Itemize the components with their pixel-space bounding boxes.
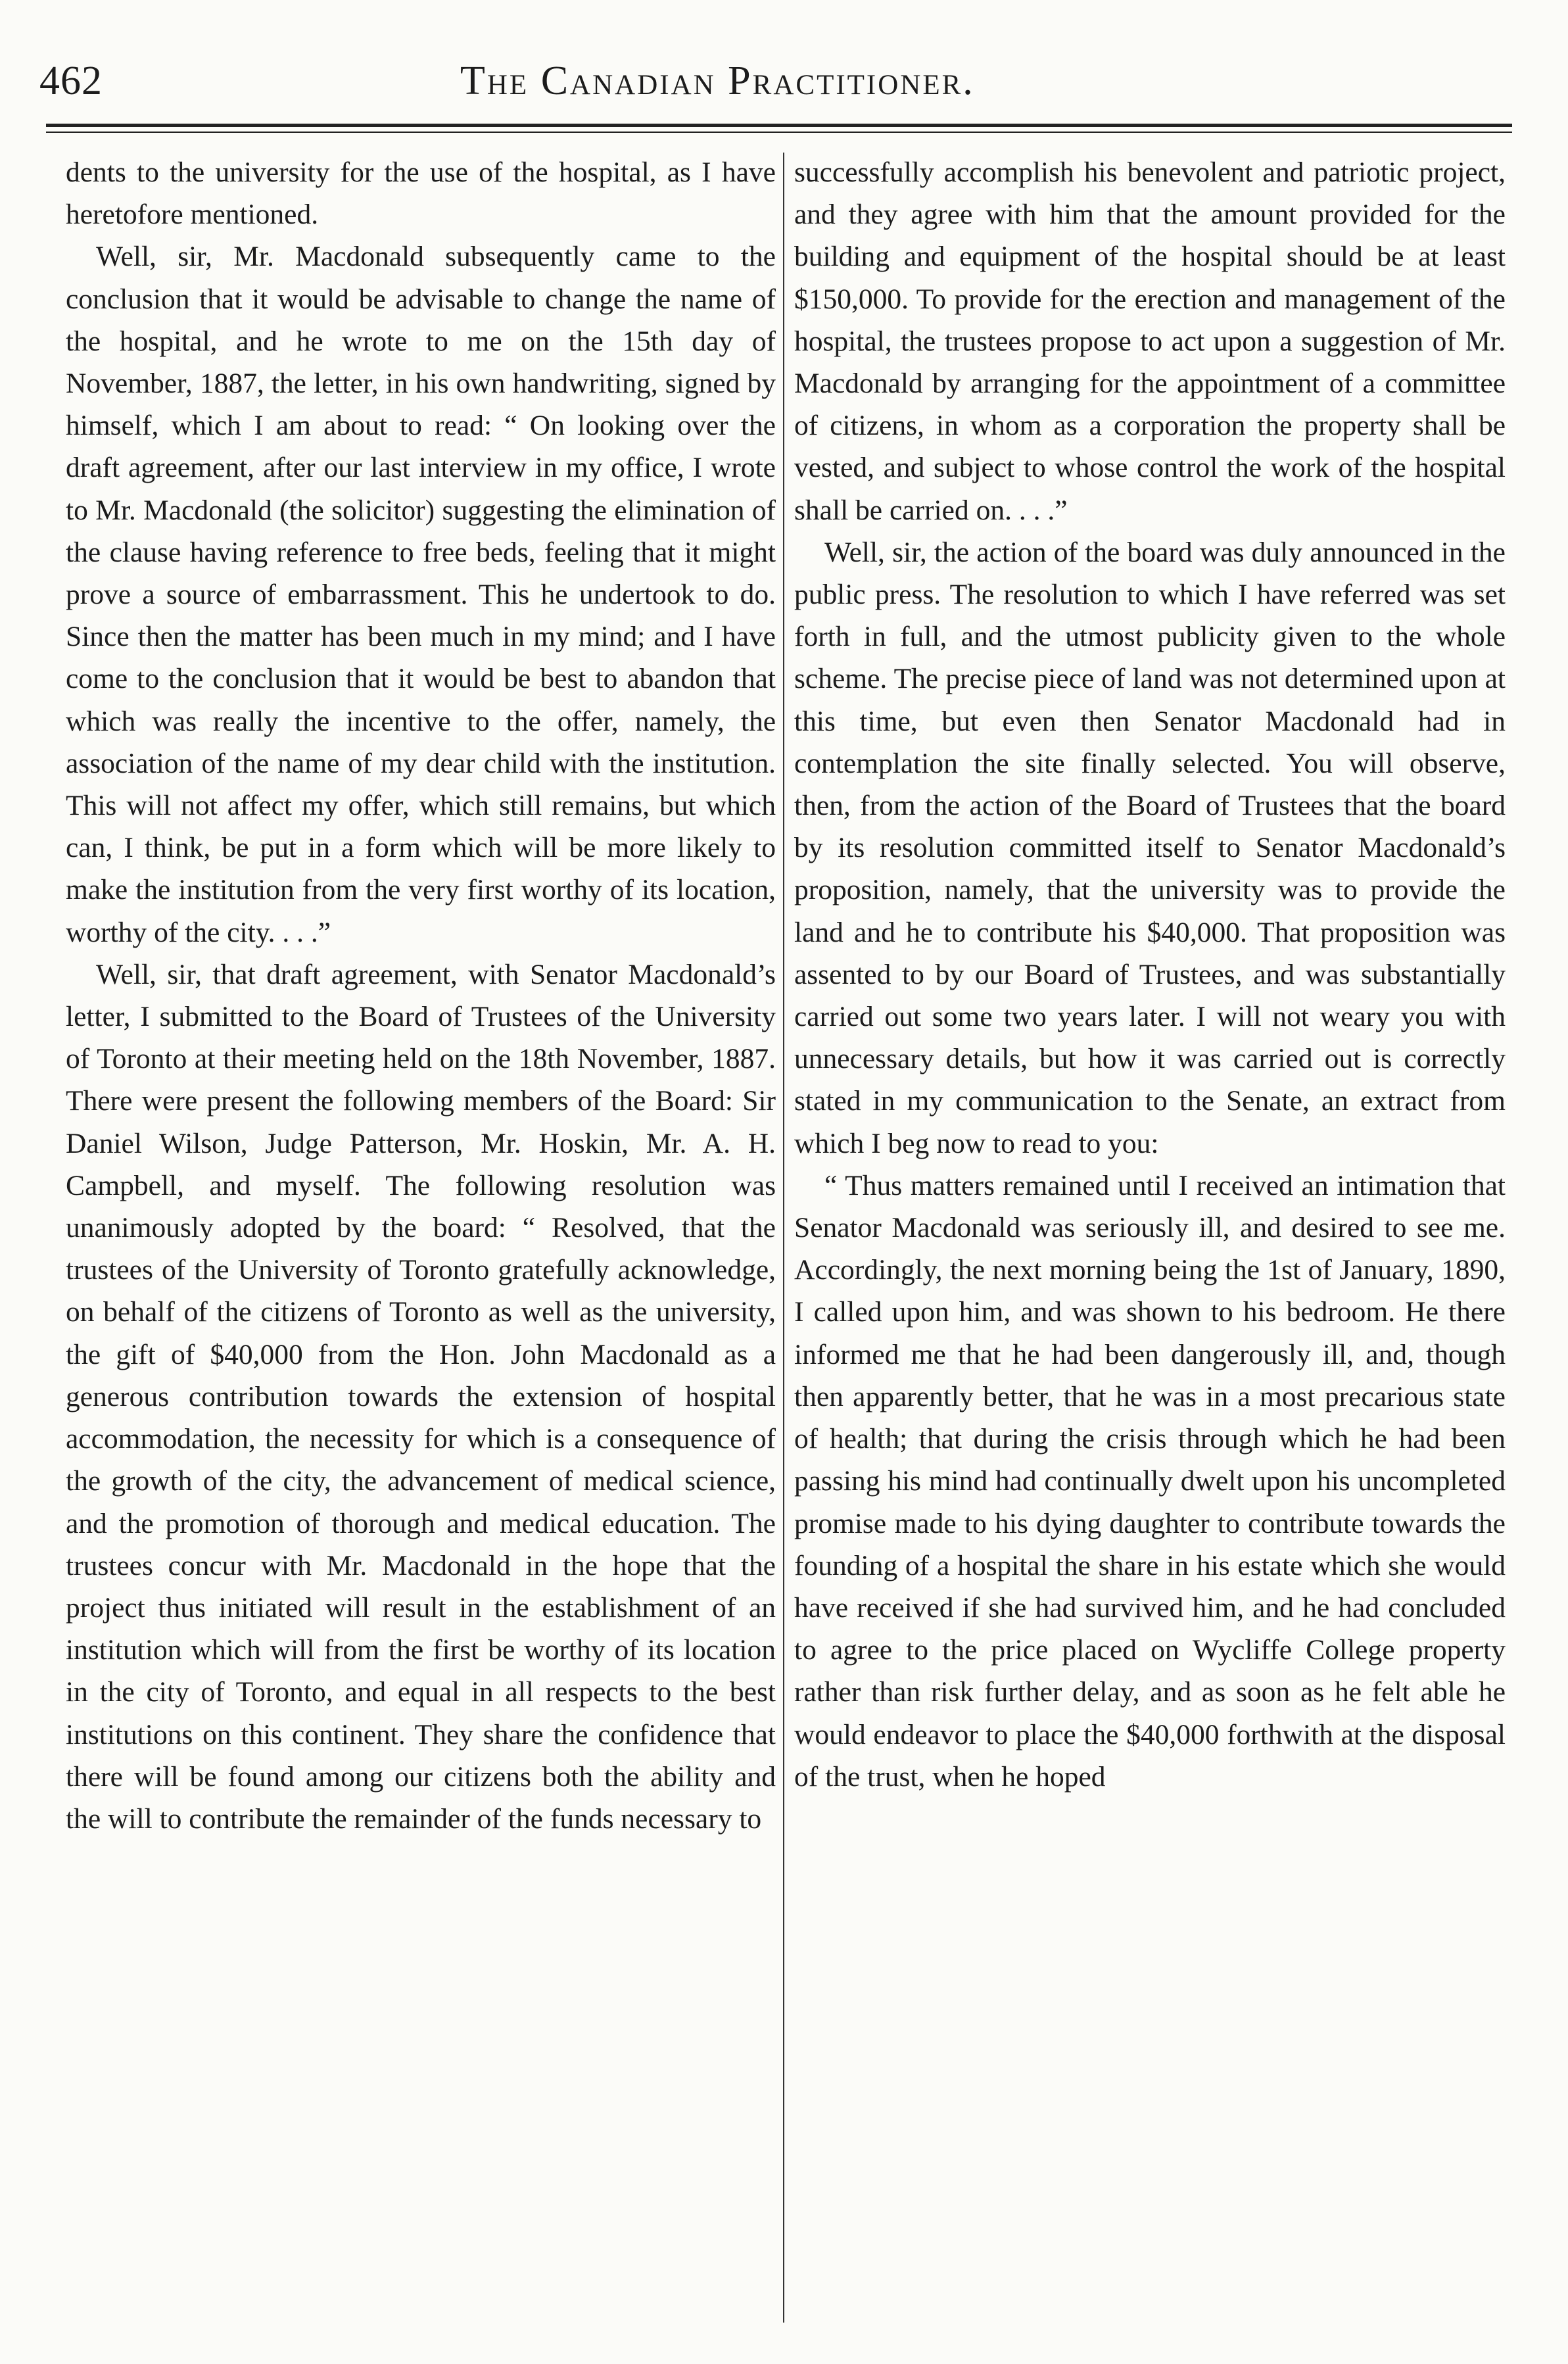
running-title: The Canadian Practitioner.	[460, 59, 975, 103]
paragraph: Well, sir, the action of the board was duly announced in the public press. The resolution to which I have referred was set forth in full, and the utmost publicity given to the whole scheme. The precise piece of land was not determined upon at this time, but even then Senator Macdonald had in contemplation the site finally selected. You will observe, then, from the action of the Board of Trustees that the board by its resolution committed itself to Senator Macdonald’s proposition, namely, that the university was to provide the land and he to contribute his $40,000. That proposition was assented to by our Board of Trustees, and was substantially carried out some two years later. I will not weary you with unnecessary details, but how it was carried out is correctly stated in my communication to the Senate, an extract from which I beg now to read to you:	[794, 536, 1506, 1159]
paragraph: Well, sir, that draft agreement, with Senator Macdonald’s letter, I submitted to the Board of Trustees of the University of Toronto at their meeting held on the 18th November, 1887. There were present the following members of the Board: Sir Daniel Wilson, Judge Patterson, Mr. Hoskin, Mr. A. H. Campbell, and myself. The following resolution was unanimously adopted by the board: “ Resolved, that the trustees of the University of Toronto gratefully acknowledge, on behalf of the citizens of Toronto as well as the university, the gift of $40,000 from the Hon. John Macdonald as a generous contribution towards the extension of hospital accommodation, the necessity for which is a consequence of the growth of the city, the advancement of medical science, and the promotion of thorough and medical education. The trustees concur with Mr. Macdonald in the hope that the project thus initiated will result in the establishment of an institution which will from the first be worthy of its location in the city of Toronto, and equal in all respects to the best institutions on this continent. They share the confidence that there will be found among our citizens both the ability and the will to contribute the remainder of the funds necessary to	[66, 958, 776, 1835]
paragraph: dents to the university for the use of the hospital, as I have heretofore mentioned.	[66, 157, 776, 231]
header-rule-thin	[46, 132, 1512, 133]
right-column	[794, 151, 1506, 1798]
column-divider	[783, 153, 784, 2323]
header-rule	[46, 124, 1512, 127]
page-number: 462	[39, 59, 103, 103]
paragraph: Well, sir, Mr. Macdonald subsequently came to the conclusion that it would be advisable to change the name of the hospital, and he wrote to me on the 15th day of November, 1887, the letter, in his own handwriting, signed by himself, which I am about to read: “ On looking over the draft agreement, after our last interview in my office, I wrote to Mr. Macdonald (the solicitor) suggesting the elimination of the clause having reference to free beds, feeling that it might prove a source of embarrassment. This he undertook to do. Since then the matter has been much in my mind; and I have come to the conclusion that it would be best to abandon that which was really the incentive to the offer, namely, the association of the name of my dear child with the institution. This will not affect my offer, which still remains, but which can, I think, be put in a form which will be more likely to make the institution from the very first worthy of its location, worthy of the city. . . .”	[66, 241, 776, 948]
page-header	[0, 58, 1568, 110]
left-column	[66, 151, 776, 1840]
paragraph: successfully accomplish his benevolent and patriotic project, and they agree with him that the amount provided for the building and equipment of the hospital should be at least $150,000. To provide for the erection and management of the hospital, the trustees propose to act upon a suggestion of Mr. Macdonald by arranging for the appointment of a committee of citizens, in whom as a corporation the property shall be vested, and subject to whose control the work of the hospital shall be carried on. . . .”	[794, 157, 1506, 526]
paragraph: “ Thus matters remained until I received an intimation that Senator Macdonald was seriously ill, and desired to see me. Accordingly, the next morning being the 1st of January, 1890, I called upon him, and was shown to his bedroom. He there informed me that he had been dangerously ill, and, though then apparently better, that he was in a most precarious state of health; that during the crisis through which he had been passing his mind had continually dwelt upon his uncompleted promise made to his dying daughter to contribute towards the founding of a hospital the share in his estate which she would have received if she had survived him, and he had concluded to agree to the price placed on Wycliffe College property rather than risk further delay, and as soon as he felt able he would endeavor to place the $40,000 forthwith at the disposal of the trust, when he hoped	[794, 1169, 1506, 1793]
